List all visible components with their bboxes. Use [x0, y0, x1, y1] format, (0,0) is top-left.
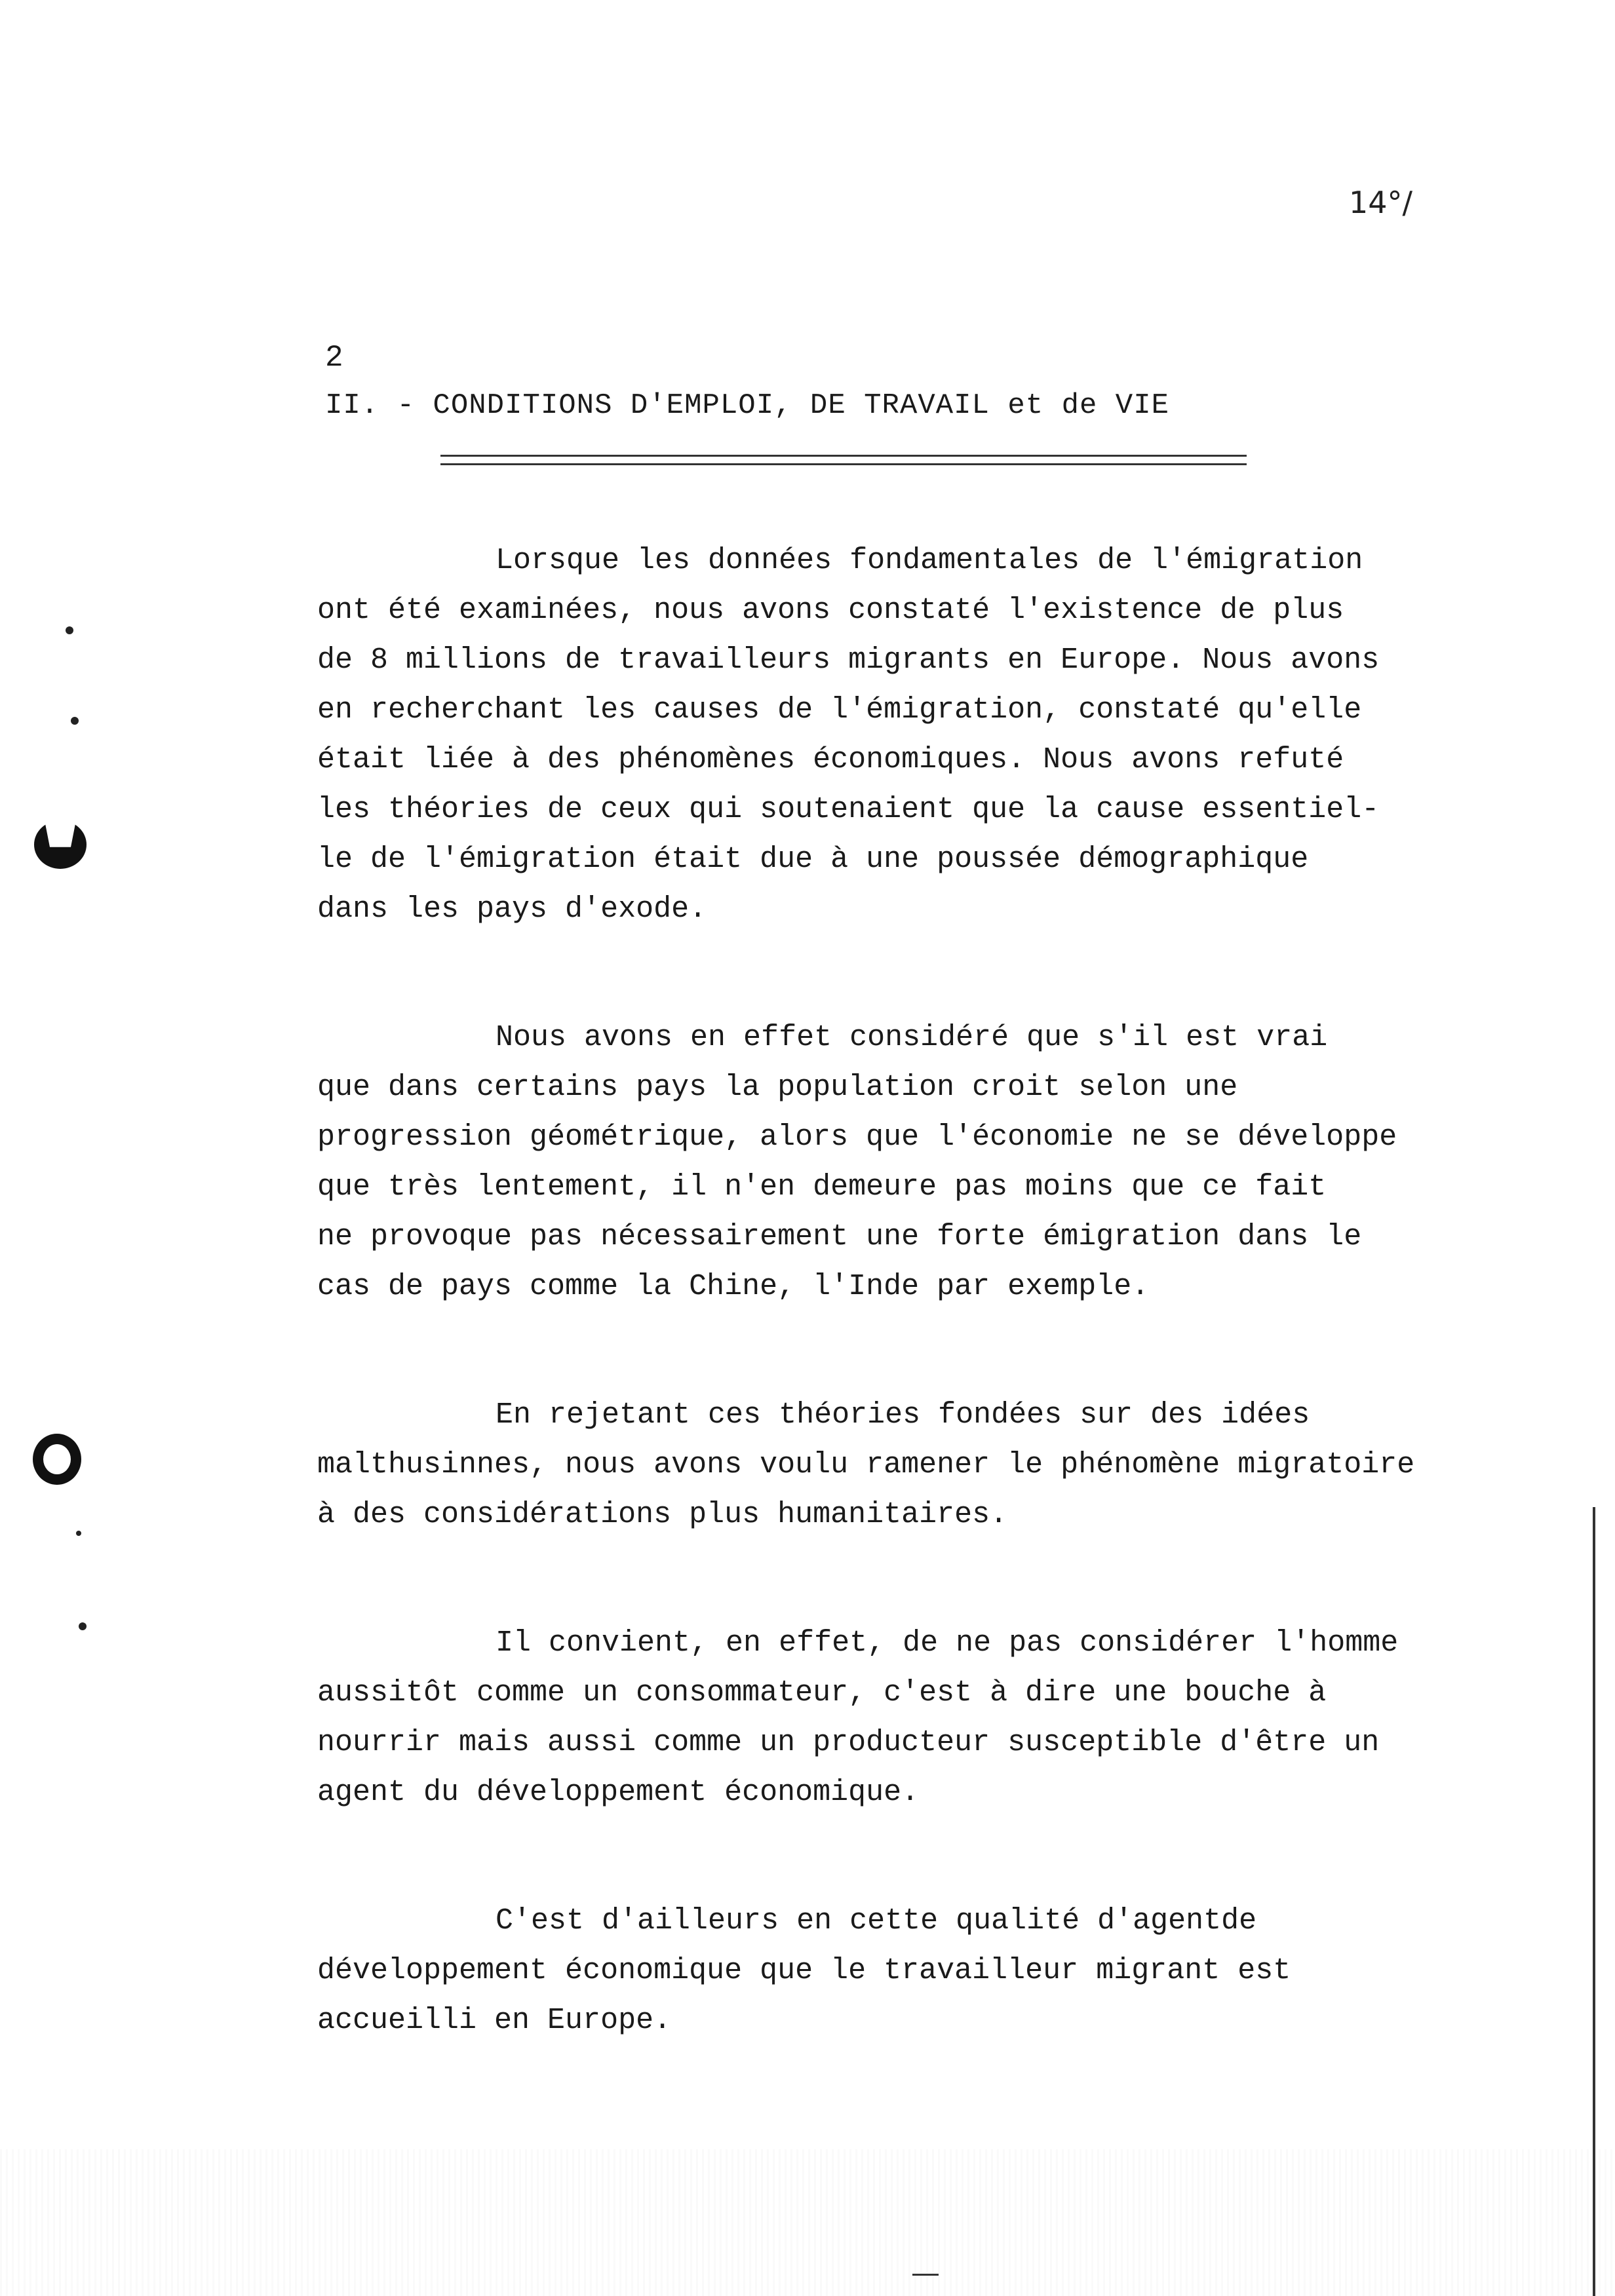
- paragraph-line: les théories de ceux qui soutenaient que la cause essentiel-: [317, 793, 1380, 826]
- paragraph-line: était liée à des phénomènes économiques. Nous avons refuté: [317, 743, 1344, 776]
- paragraph-line: malthusinnes, nous avons voulu ramener le phénomène migratoire: [317, 1448, 1415, 1482]
- margin-speck: [71, 717, 79, 725]
- paragraph-1: [317, 536, 1523, 934]
- section-number: 2: [325, 341, 343, 375]
- paragraph-line: dans les pays d'exode.: [317, 892, 707, 926]
- paragraph-line: agent du développement économique.: [317, 1776, 920, 1809]
- paragraph-line: que très lentement, il n'en demeure pas moins que ce fait: [317, 1170, 1327, 1204]
- paragraph-4: [317, 1618, 1523, 1818]
- paragraph-line: Il convient, en effet, de ne pas considérer l'homme: [496, 1626, 1399, 1660]
- paragraph-line: nourrir mais aussi comme un producteur susceptible d'être un: [317, 1726, 1380, 1759]
- paragraph-5: [317, 1896, 1523, 2046]
- paragraph-line: C'est d'ailleurs en cette qualité d'agentde: [496, 1904, 1257, 1938]
- paragraph-line: Lorsque les données fondamentales de l'émigration: [496, 544, 1363, 577]
- paragraph-line: accueilli en Europe.: [317, 2004, 672, 2037]
- paragraph-line: ne provoque pas nécessairement une forte émigration dans le: [317, 1220, 1362, 1253]
- margin-speck: [76, 1531, 81, 1536]
- bottom-mark: [912, 2274, 939, 2276]
- scan-noise: [0, 2149, 1615, 2296]
- punch-hole: [33, 1434, 81, 1485]
- paragraph-line: le de l'émigration était due à une poussée démographique: [317, 843, 1309, 876]
- body-text: [317, 536, 1523, 2124]
- margin-speck: [79, 1622, 87, 1630]
- paragraph-line: de 8 millions de travailleurs migrants en Europe. Nous avons: [317, 643, 1380, 677]
- paragraph-3: [317, 1390, 1523, 1540]
- paragraph-line: cas de pays comme la Chine, l'Inde par exemple.: [317, 1270, 1150, 1303]
- title-underline: [440, 455, 1247, 465]
- paragraph-line: Nous avons en effet considéré que s'il est vrai: [496, 1021, 1328, 1054]
- paragraph-2: [317, 1013, 1523, 1312]
- paragraph-line: aussitôt comme un consommateur, c'est à dire une bouche à: [317, 1676, 1327, 1710]
- paragraph-line: ont été examinées, nous avons constaté l'existence de plus: [317, 594, 1344, 627]
- paragraph-line: En rejetant ces théories fondées sur des idées: [496, 1398, 1310, 1432]
- paragraph-line: développement économique que le travailleur migrant est: [317, 1954, 1291, 1987]
- margin-speck: [66, 626, 73, 634]
- paragraph-line: à des considérations plus humanitaires.: [317, 1498, 1008, 1531]
- paragraph-line: en recherchant les causes de l'émigration, constaté qu'elle: [317, 693, 1362, 727]
- paragraph-line: progression géométrique, alors que l'économie ne se développe: [317, 1120, 1397, 1154]
- paragraph-line: que dans certains pays la population croit selon une: [317, 1071, 1238, 1104]
- punch-hole: [34, 820, 87, 869]
- section-title: II. - CONDITIONS D'EMPLOI, DE TRAVAIL et de VIE: [325, 389, 1170, 422]
- page-number: 14°/: [1349, 185, 1413, 220]
